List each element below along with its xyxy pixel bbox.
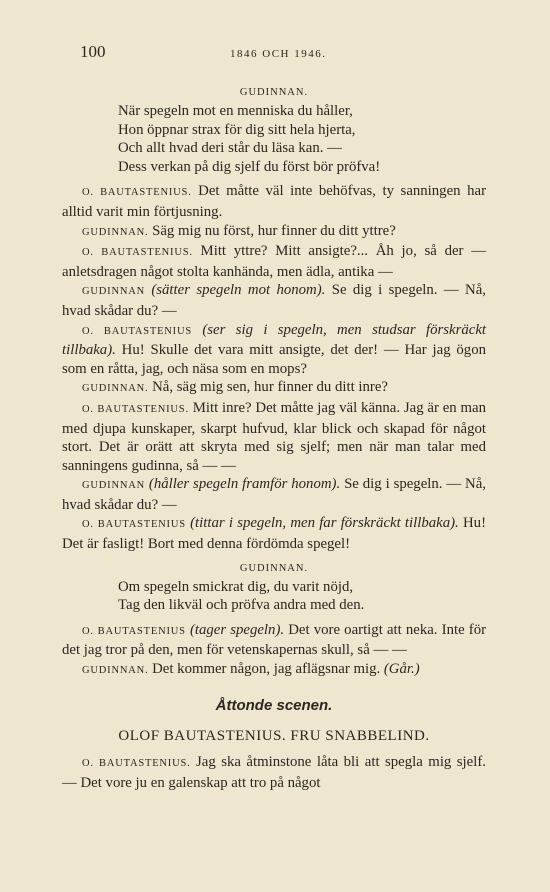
speaker-name: GUDINNAN. xyxy=(82,665,149,677)
scene-title: Åttonde scenen. xyxy=(215,696,333,714)
speaker-name: O. BAUTASTENIUS. xyxy=(82,758,191,770)
dialogue-text: Hu! Skulle det vara mitt ansigte, det der! — Har jag ögon som en råtta, jag, och näsa som en mops? xyxy=(62,342,487,377)
dialogue-text: Det måtte väl inte behöfvas, ty sanningen har alltid varit min förtjusning. xyxy=(62,183,486,220)
running-title: 1846 OCH 1946. xyxy=(230,48,327,60)
dialogue-text: Mitt yttre? Mitt ansigte?... Åh jo, så der — anletsdragen något stolta kanhända, men ädla, antika — xyxy=(62,243,486,280)
speaker-name: GUDINNAN xyxy=(82,286,145,298)
dialogue-paragraph xyxy=(62,242,486,281)
stage-direction: (tittar i spegeln, men far förskräckt tillbaka). xyxy=(190,515,459,532)
dialogue-paragraph xyxy=(62,514,486,553)
speaker-name: GUDINNAN. xyxy=(82,226,149,238)
dialogue-paragraph xyxy=(62,378,486,399)
dialogue-paragraph xyxy=(62,660,486,681)
verse-line: Tag den likväl och pröfva andra med den. xyxy=(118,597,365,614)
verse-line: Dess verkan på dig sjelf du först bör pröfva! xyxy=(118,158,381,175)
dialogue-paragraph xyxy=(62,321,486,379)
page-header xyxy=(0,42,550,68)
stage-direction: (sätter spegeln mot honom). xyxy=(151,282,326,299)
verse-line: Hon öppnar strax för dig sitt hela hjerta, xyxy=(118,121,356,138)
dialogue-paragraph xyxy=(62,399,486,475)
dialogue-paragraph xyxy=(62,182,486,221)
page-number: 100 xyxy=(80,42,106,61)
dialogue-text: Det vore oartigt att neka. Inte för det jag tror på den, men för vetenskapernas skull, så — — xyxy=(62,621,487,659)
dialogue-text: Säg mig nu först, hur finner du ditt yttre? xyxy=(152,222,396,239)
dialogue-text: Nå, säg mig sen, hur finner du ditt inre? xyxy=(152,379,388,396)
stage-direction: (tager spegeln). xyxy=(189,621,285,638)
stage-direction: (håller spegeln framför honom). xyxy=(148,476,341,493)
speaker-name: O. BAUTASTENIUS. xyxy=(82,403,189,415)
dialogue-paragraph xyxy=(62,753,486,792)
verse-block xyxy=(62,578,486,615)
stage-direction: (Går.) xyxy=(383,661,420,678)
dialogue-text: Se dig i spegeln. — Nå, hvad skådar du? — xyxy=(62,476,487,513)
dialogue-paragraph xyxy=(62,281,486,320)
verse-speaker: GUDINNAN. xyxy=(239,87,309,98)
dialogue-text: Jag ska åtminstone låta bli att spegla mig sjelf. — Det vore ju en galenskap att tro på något xyxy=(62,754,486,791)
dialogue-paragraph xyxy=(62,475,486,514)
speaker-name: O. BAUTASTENIUS. xyxy=(82,247,193,259)
speaker-name: O. BAUTASTENIUS xyxy=(82,519,186,531)
speaker-name: O. BAUTASTENIUS xyxy=(82,625,186,637)
speaker-name: GUDINNAN xyxy=(82,480,145,492)
dialogue-text: Mitt inre? Det måtte jag väl känna. Jag är en man med djupa kunskaper, skarpt hufvud, klar blick och skapad för något stort. Det är orätt att skryta med sig sjelf; men när man talar med sanningens gudinna, så — — xyxy=(62,399,486,474)
dialogue-text: Hu! Det är fasligt! Bort med denna fördömda spegel! xyxy=(62,515,487,553)
speaker-name: O. BAUTASTENIUS. xyxy=(82,187,192,199)
verse-line: När spegeln mot en menniska du håller, xyxy=(118,103,353,119)
page-body xyxy=(62,84,486,792)
dialogue-paragraph xyxy=(62,621,486,660)
speaker-name: O. BAUTASTENIUS xyxy=(82,325,192,337)
speaker-name: GUDINNAN. xyxy=(82,383,149,395)
verse-block xyxy=(62,102,486,176)
cast-list: OLOF BAUTASTENIUS. FRU SNABBELIND. xyxy=(118,727,430,744)
verse-line: Om spegeln smickrat dig, du varit nöjd, xyxy=(118,578,354,595)
stage-direction: (ser sig i spegeln, men studsar förskräckt tillbaka). xyxy=(62,321,486,359)
verse-speaker: GUDINNAN. xyxy=(239,562,309,574)
verse-line: Och allt hvad deri står du läsa kan. — xyxy=(118,140,342,157)
dialogue-text: Det kommer någon, jag aflägsnar mig. xyxy=(152,661,381,678)
dialogue-paragraph xyxy=(62,222,486,243)
dialogue-text: Se dig i spegeln. — Nå, hvad skådar du? — xyxy=(62,282,486,319)
